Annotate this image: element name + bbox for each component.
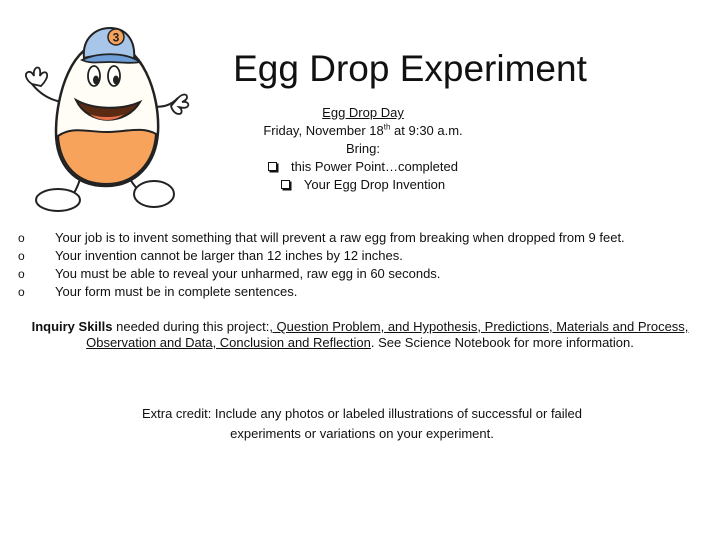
inquiry-skills-label: Inquiry Skills <box>31 319 113 334</box>
circle-bullet-icon: o <box>18 267 25 281</box>
checklist-item: Your Egg Drop Invention <box>225 176 501 194</box>
event-date: Friday, November 18th at 9:30 a.m. <box>263 122 463 138</box>
cap-number: 3 <box>112 30 120 45</box>
page-title: Egg Drop Experiment <box>233 48 587 89</box>
bring-label: Bring: <box>346 141 380 156</box>
checkbox-bullet-icon <box>268 162 277 171</box>
event-heading: Egg Drop Day <box>322 105 404 120</box>
inquiry-skills-list: , Question Problem, and Hypothesis, Predictions, Materials and Process, Observation and Data, Conclusion and Reflection <box>86 319 689 350</box>
extra-credit-note: Extra credit: Include any photos or labeled illustrations of successful or failed experiments or variations on your experiment. <box>141 406 583 441</box>
circle-bullet-icon: o <box>18 231 25 245</box>
checkbox-bullet-icon <box>281 180 290 189</box>
list-item: o Your invention cannot be larger than 12 inches by 12 inches. <box>18 248 403 263</box>
list-item: o You must be able to reveal your unharmed, raw egg in 60 seconds. <box>18 266 441 281</box>
circle-bullet-icon: o <box>18 249 25 263</box>
list-item: o Your job is to invent something that will prevent a raw egg from breaking when dropped from 9 feet. <box>18 230 625 245</box>
requirements-list <box>18 229 708 301</box>
date-ordinal: th <box>383 122 391 132</box>
egg-mascot-illustration <box>22 14 190 214</box>
circle-bullet-icon: o <box>18 285 25 299</box>
egg-drop-day-info <box>225 104 501 194</box>
inquiry-skills-paragraph: Inquiry Skills needed during this project:, Question Problem, and Hypothesis, Predictions, Materials and Process, Observation and Data, Conclusion and Reflection. See Science Notebook for more information. <box>31 319 689 350</box>
checklist-item: this Power Point…completed <box>225 158 501 176</box>
list-item: o Your form must be in complete sentences. <box>18 284 298 299</box>
